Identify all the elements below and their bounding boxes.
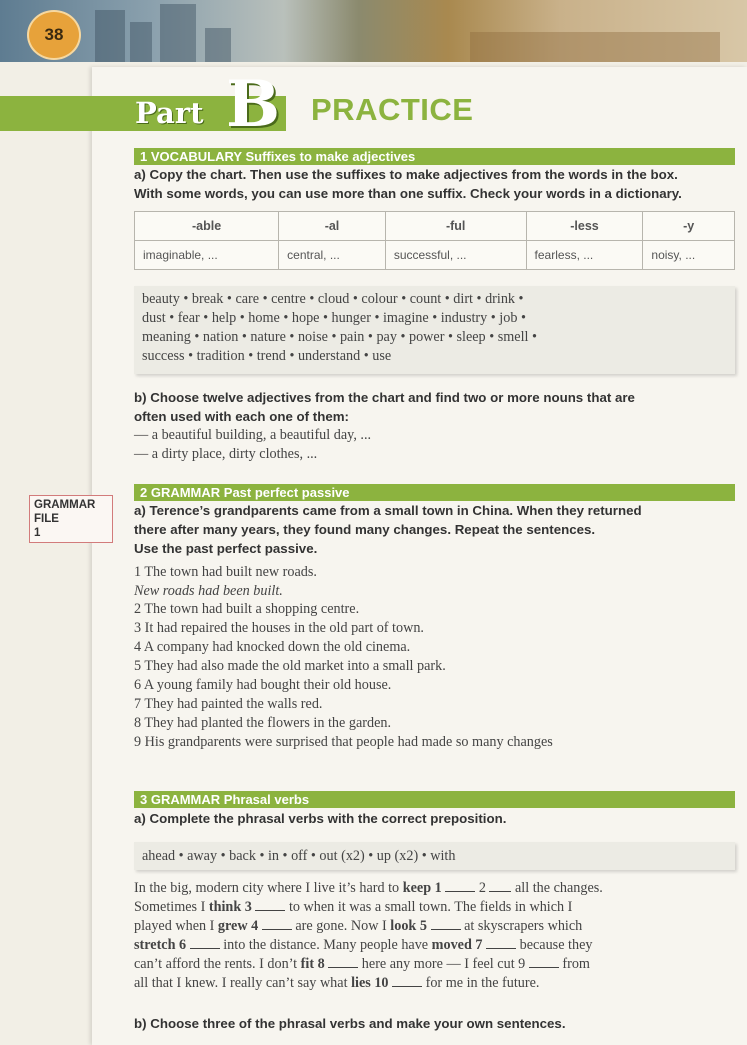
gap-text: because they (516, 937, 593, 953)
gap-text-line-6 (134, 974, 539, 993)
page-title: PRACTICE (311, 92, 474, 127)
part-letter: B (226, 67, 281, 142)
gap-text: played when I (134, 918, 218, 934)
sec1-b-example-2: — a dirty place, dirty clothes, ... (134, 446, 318, 462)
phrasal-verb: think 3 (208, 899, 252, 915)
word-box-line: meaning • nation • nature • noise • pain • pay • power • sleep • smell • (142, 329, 537, 345)
grammar-file-number: 1 (34, 527, 41, 539)
part-label: Part (135, 96, 204, 130)
sec2-instruction-line-3: Use the past perfect passive. (134, 541, 318, 556)
phrasal-verb: lies 10 (351, 975, 389, 991)
chart-cell: noisy, ... (643, 241, 735, 270)
gap-text: into the distance. Many people have (219, 937, 432, 953)
answer-gap[interactable] (255, 898, 285, 911)
sentence-4: 4 A company had knocked down the old cinema. (134, 639, 411, 655)
phrasal-verb: keep 1 (402, 880, 442, 896)
chart-cell: central, ... (279, 241, 386, 270)
chart-header: -ful (385, 212, 526, 241)
phrasal-verb: stretch 6 (134, 937, 187, 953)
gap-text: can’t afford the rents. I don’t (134, 956, 301, 972)
answer-gap[interactable] (392, 974, 422, 987)
chart-header: -y (643, 212, 735, 241)
answer-gap[interactable] (529, 955, 559, 968)
gap-text-line-3 (134, 917, 582, 936)
gap-text-line-2 (134, 898, 572, 917)
header-banner-image (0, 0, 747, 62)
gap-text: for me in the future. (422, 975, 540, 991)
sentence-8: 8 They had planted the flowers in the garden. (134, 715, 392, 731)
answer-gap[interactable] (262, 917, 292, 930)
grammar-file-line: GRAMMAR (34, 499, 96, 511)
gap-text: to when it was a small town. The fields in which I (285, 899, 573, 915)
sentence-1-example: New roads had been built. (134, 583, 283, 599)
word-box (134, 286, 735, 374)
gap-text: from (558, 956, 590, 972)
gap-text: at skyscrapers which (460, 918, 583, 934)
gap-text: Sometimes I (134, 899, 209, 915)
answer-gap[interactable] (489, 879, 511, 892)
gap-text: all the changes. (511, 880, 603, 896)
section-3-heading: 3 GRAMMAR Phrasal verbs (134, 791, 735, 808)
sec1-b-example-1: — a beautiful building, a beautiful day, ... (134, 427, 372, 443)
chart-header: -able (135, 212, 279, 241)
chart-header: -al (279, 212, 386, 241)
gap-text: 2 (475, 880, 486, 896)
sec1-b-line-2: often used with each one of them: (134, 409, 349, 424)
chart-row (135, 241, 735, 270)
gap-text-line-4 (134, 936, 592, 955)
gap-text-line-1 (134, 879, 603, 898)
chart-header-row (135, 212, 735, 241)
chart-cell: imaginable, ... (135, 241, 279, 270)
gap-text: here any more — I feel cut 9 (358, 956, 526, 972)
sentence-6: 6 A young family had bought their old house. (134, 677, 392, 693)
chart-header: -less (526, 212, 643, 241)
sentence-2: 2 The town had built a shopping centre. (134, 601, 360, 617)
section-2-heading: 2 GRAMMAR Past perfect passive (134, 484, 735, 501)
sentence-1: 1 The town had built new roads. (134, 564, 317, 580)
answer-gap[interactable] (486, 936, 516, 949)
grammar-file-line: FILE (34, 513, 59, 525)
answer-gap[interactable] (328, 955, 358, 968)
word-box-line: dust • fear • help • home • hope • hunger • imagine • industry • job • (142, 310, 526, 326)
gap-text-line-5 (134, 955, 590, 974)
answer-gap[interactable] (431, 917, 461, 930)
preposition-box: ahead • away • back • in • off • out (x2) • up (x2) • with (134, 842, 735, 870)
sec3-b-instruction: b) Choose three of the phrasal verbs and make your own sentences. (134, 1016, 566, 1031)
word-box-line: beauty • break • care • centre • cloud • colour • count • dirt • drink • (142, 291, 524, 307)
chart-cell: successful, ... (385, 241, 526, 270)
answer-gap[interactable] (190, 936, 220, 949)
page-number-badge (27, 10, 81, 60)
sentence-3: 3 It had repaired the houses in the old part of town. (134, 620, 424, 636)
phrasal-verb: fit 8 (300, 956, 325, 972)
page-number: 38 (44, 25, 64, 44)
sec1-b-line-1: b) Choose twelve adjectives from the chart and find two or more nouns that are (134, 390, 635, 405)
phrasal-verb: look 5 (390, 918, 427, 934)
phrasal-verb: moved 7 (431, 937, 483, 953)
sentence-9: 9 His grandparents were surprised that people had made so many changes (134, 734, 553, 750)
word-box-line: success • tradition • trend • understand • use (142, 348, 392, 364)
gap-text: are gone. Now I (291, 918, 391, 934)
sentence-5: 5 They had also made the old market into a small park. (134, 658, 446, 674)
sec1-instruction-line-2: With some words, you can use more than one suffix. Check your words in a dictionary. (134, 186, 682, 201)
sentence-7: 7 They had painted the walls red. (134, 696, 323, 712)
phrasal-verb: grew 4 (217, 918, 259, 934)
gap-text: In the big, modern city where I live it’s hard to (134, 880, 403, 896)
sec2-instruction-line-2: there after many years, they found many changes. Repeat the sentences. (134, 522, 596, 537)
gap-text: all that I knew. I really can’t say what (134, 975, 352, 991)
sec1-instruction-line-1: a) Copy the chart. Then use the suffixes to make adjectives from the words in the box. (134, 167, 678, 182)
sec3-instruction: a) Complete the phrasal verbs with the correct preposition. (134, 811, 507, 826)
sec2-instruction-line-1: a) Terence’s grandparents came from a small town in China. When they returned (134, 503, 642, 518)
chart-cell: fearless, ... (526, 241, 643, 270)
suffix-chart (134, 211, 735, 270)
answer-gap[interactable] (445, 879, 475, 892)
section-1-heading: 1 VOCABULARY Suffixes to make adjectives (134, 148, 735, 165)
grammar-file-reference (29, 495, 113, 543)
